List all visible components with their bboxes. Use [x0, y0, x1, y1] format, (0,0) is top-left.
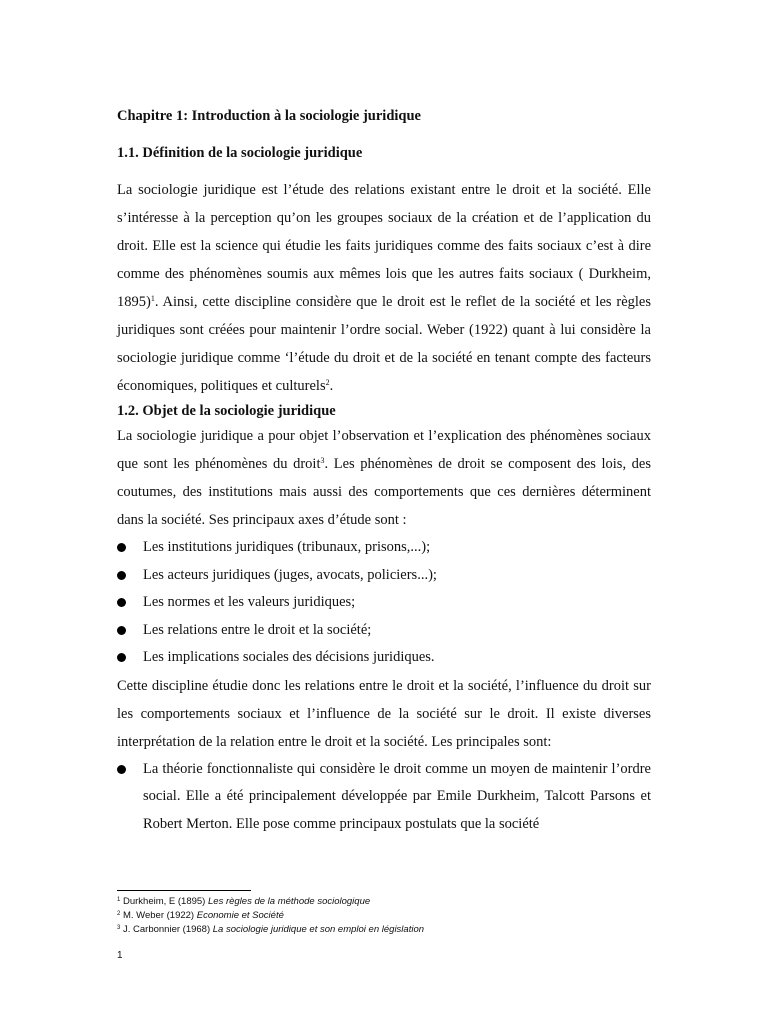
- footnotes: [117, 895, 657, 937]
- list-item: Les acteurs juridiques (juges, avocats, policiers...);: [117, 562, 651, 590]
- objet-text-a: La sociologie juridique a pour objet l’observation et l’explication des phénomènes sociaux que sont les phénomènes du droit: [117, 428, 651, 472]
- bullet-icon: [117, 571, 126, 580]
- bullet-icon: [117, 543, 126, 552]
- axes-list: [117, 534, 651, 672]
- relations-paragraph: Cette discipline étudie donc les relations entre le droit et la société, l’influence du droit sur les comportements sociaux et l’influence de la société sur le droit. Il existe diverses interprétation de la relation entre le droit et la société. Les principales sont:: [117, 677, 651, 750]
- page-number: 1: [117, 950, 123, 961]
- list-item: La théorie fonctionnaliste qui considère le droit comme un moyen de maintenir l’ordre social. Elle a été principalement développée par Emile Durkheim, Talcott Parsons et Robert Merton. Elle pose comme principaux postulats que la société: [117, 756, 651, 839]
- footnote-1: $^1$ Durkheim, E (1895) Les règles de la méthode sociologique: [117, 896, 371, 907]
- theories-list: [117, 756, 651, 839]
- list-item: Les relations entre le droit et la société;: [117, 617, 651, 645]
- section-heading-definition: 1.1. Définition de la sociologie juridique: [117, 145, 363, 161]
- chapter-title: Chapitre 1: Introduction à la sociologie juridique: [117, 108, 421, 124]
- footnote-ref-1[interactable]: 1: [150, 294, 155, 303]
- bullet-icon: [117, 653, 126, 662]
- list-item: Les institutions juridiques (tribunaux, prisons,...);: [117, 534, 651, 562]
- footnote-2: $^2$ M. Weber (1922) Economie et Société: [117, 910, 284, 921]
- footnote-ref-2[interactable]: 2: [325, 378, 330, 387]
- objet-text-b: . Les phénomènes de droit se composent des lois, des coutumes, des institutions mais aussi des comportements que ces dernières déterminent dans la société. Ses principaux axes d’étude sont :: [117, 456, 651, 528]
- section-heading-objet: 1.2. Objet de la sociologie juridique: [117, 403, 336, 419]
- bullet-icon: [117, 626, 126, 635]
- page-body: [117, 105, 651, 838]
- definition-text-b: . Ainsi, cette discipline considère que le droit est le reflet de la société et les règles juridiques sont créées pour maintenir l’ordre social. Weber (1922) quant à lui considère la sociologie juridique comme ‘l’étude du droit et de la société en tenant compte des facteurs économiques, politiques et culturels: [117, 294, 651, 394]
- list-item: Les implications sociales des décisions juridiques.: [117, 644, 651, 672]
- definition-text-c: .: [329, 378, 334, 394]
- footnote-separator: [117, 890, 251, 891]
- definition-paragraph: [117, 176, 651, 400]
- footnote-3: $^3$ J. Carbonnier (1968) La sociologie juridique et son emploi en législation: [117, 924, 425, 935]
- bullet-icon: [117, 598, 126, 607]
- objet-paragraph: [117, 422, 651, 534]
- footnote-ref-3[interactable]: 3: [320, 456, 325, 465]
- bullet-icon: [117, 765, 126, 774]
- list-item: Les normes et les valeurs juridiques;: [117, 589, 651, 617]
- definition-text-a: La sociologie juridique est l’étude des relations existant entre le droit et la société. Elle s’intéresse à la perception qu’on les groupes sociaux de la création et de l’application du droit. Elle est la science qui étudie les faits juridiques comme des faits sociaux c’est à dire comme des phénomènes soumis aux mêmes lois que les autres faits sociaux ( Durkheim, 1895): [117, 182, 651, 310]
